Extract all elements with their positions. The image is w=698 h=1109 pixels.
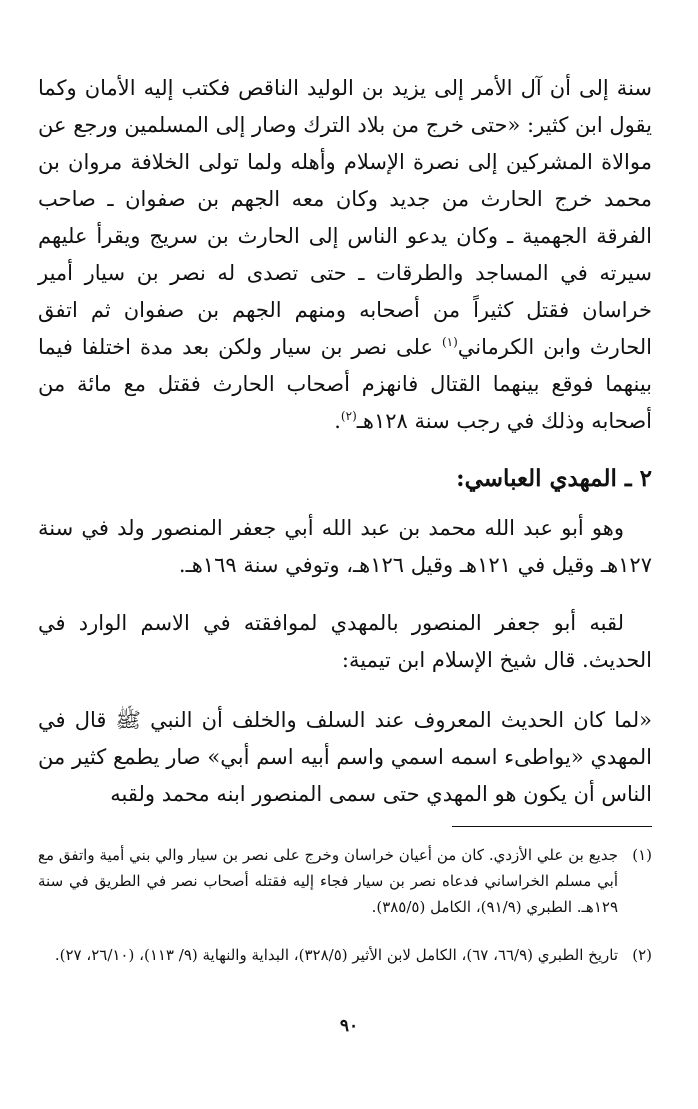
footnote-ref-1[interactable]: (١) <box>441 335 458 349</box>
footnote-1 <box>38 842 652 920</box>
paragraph-4 <box>38 702 652 813</box>
paragraph-3-text: لقبه أبو جعفر المنصور بالمهدي لموافقته في الاسم الوارد في الحديث. قال شيخ الإسلام ابن تيمية: <box>38 611 652 672</box>
page-number: ٩٠ <box>339 1016 359 1036</box>
footnote-separator <box>452 826 652 827</box>
paragraph-1-text-c: . <box>334 409 341 433</box>
paragraph-1 <box>38 70 652 440</box>
footnote-2 <box>38 942 652 968</box>
paragraph-2-text: وهو أبو عبد الله محمد بن عبد الله أبي جعفر المنصور ولد في سنة ١٢٧هـ وقيل في ١٢١هـ وقيل ١٢٦هـ، وتوفي سنة ١٦٩هـ. <box>38 516 652 577</box>
paragraph-1-text-a: سنة إلى أن آل الأمر إلى يزيد بن الوليد الناقص فكتب إليه الأمان وكما يقول ابن كثير: «حتى خرج من بلاد الترك وصار إلى المسلمين ورجع عن موالاة المشركين إلى نصرة الإسلام وأهله ولما تولى الخلافة مروان بن محمد خرج الحارث من جديد وكان معه الجهم بن صفوان ـ صاحب الفرقة الجهمية ـ وكان يدعو الناس إلى الحارث بن سريج ويقرأ عليهم سيرته في المساجد والطرقات ـ حتى تصدى له نصر بن سيار أمير خراسان فقتل كثيراً من أصحابه ومنهم الجهم بن صفوان ثم اتفق الحارث وابن الكرماني <box>38 76 653 359</box>
footnote-1-text: جديع بن علي الأزدي. كان من أعيان خراسان وخرج على نصر بن سيار والي بني أمية واتفق مع أبي مسلم الخراساني فدعاه نصر بن سيار فجاء إليه فقتله أصحاب نصر في الطريق في سنة ١٢٩هـ. الطبري (٩١/٩)، الكامل (٣٨٥/٥). <box>38 846 618 916</box>
footnote-1-number: (١) <box>632 846 652 864</box>
paragraph-2 <box>38 510 652 584</box>
footnote-ref-2[interactable]: (٢) <box>340 409 357 423</box>
footnote-2-number: (٢) <box>632 946 652 964</box>
paragraph-1-text-b: على نصر بن سيار ولكن بعد مدة اختلفا فيما بينهما فوقع بينهما القتال فانهزم أصحاب الحارث فقتل مع مائة من أصحابه وذلك في رجب سنة ١٢٨هـ <box>38 335 652 433</box>
footnote-2-text: تاريخ الطبري (٦٦/٩، ٦٧)، الكامل لابن الأثير (٣٢٨/٥)، البداية والنهاية (٩/ ١١٣)، (٢٦/١٠، ٢٧). <box>54 946 618 964</box>
paragraph-4-text: «لما كان الحديث المعروف عند السلف والخلف أن النبي ﷺ قال في المهدي «يواطىء اسمه اسمي واسم أبيه اسم أبي» صار يطمع كثير من الناس أن يكون هو المهدي حتى سمى المنصور ابنه محمد ولقبه <box>38 708 652 806</box>
paragraph-3 <box>38 605 652 679</box>
section-heading: ٢ ـ المهدي العباسي: <box>456 465 652 492</box>
